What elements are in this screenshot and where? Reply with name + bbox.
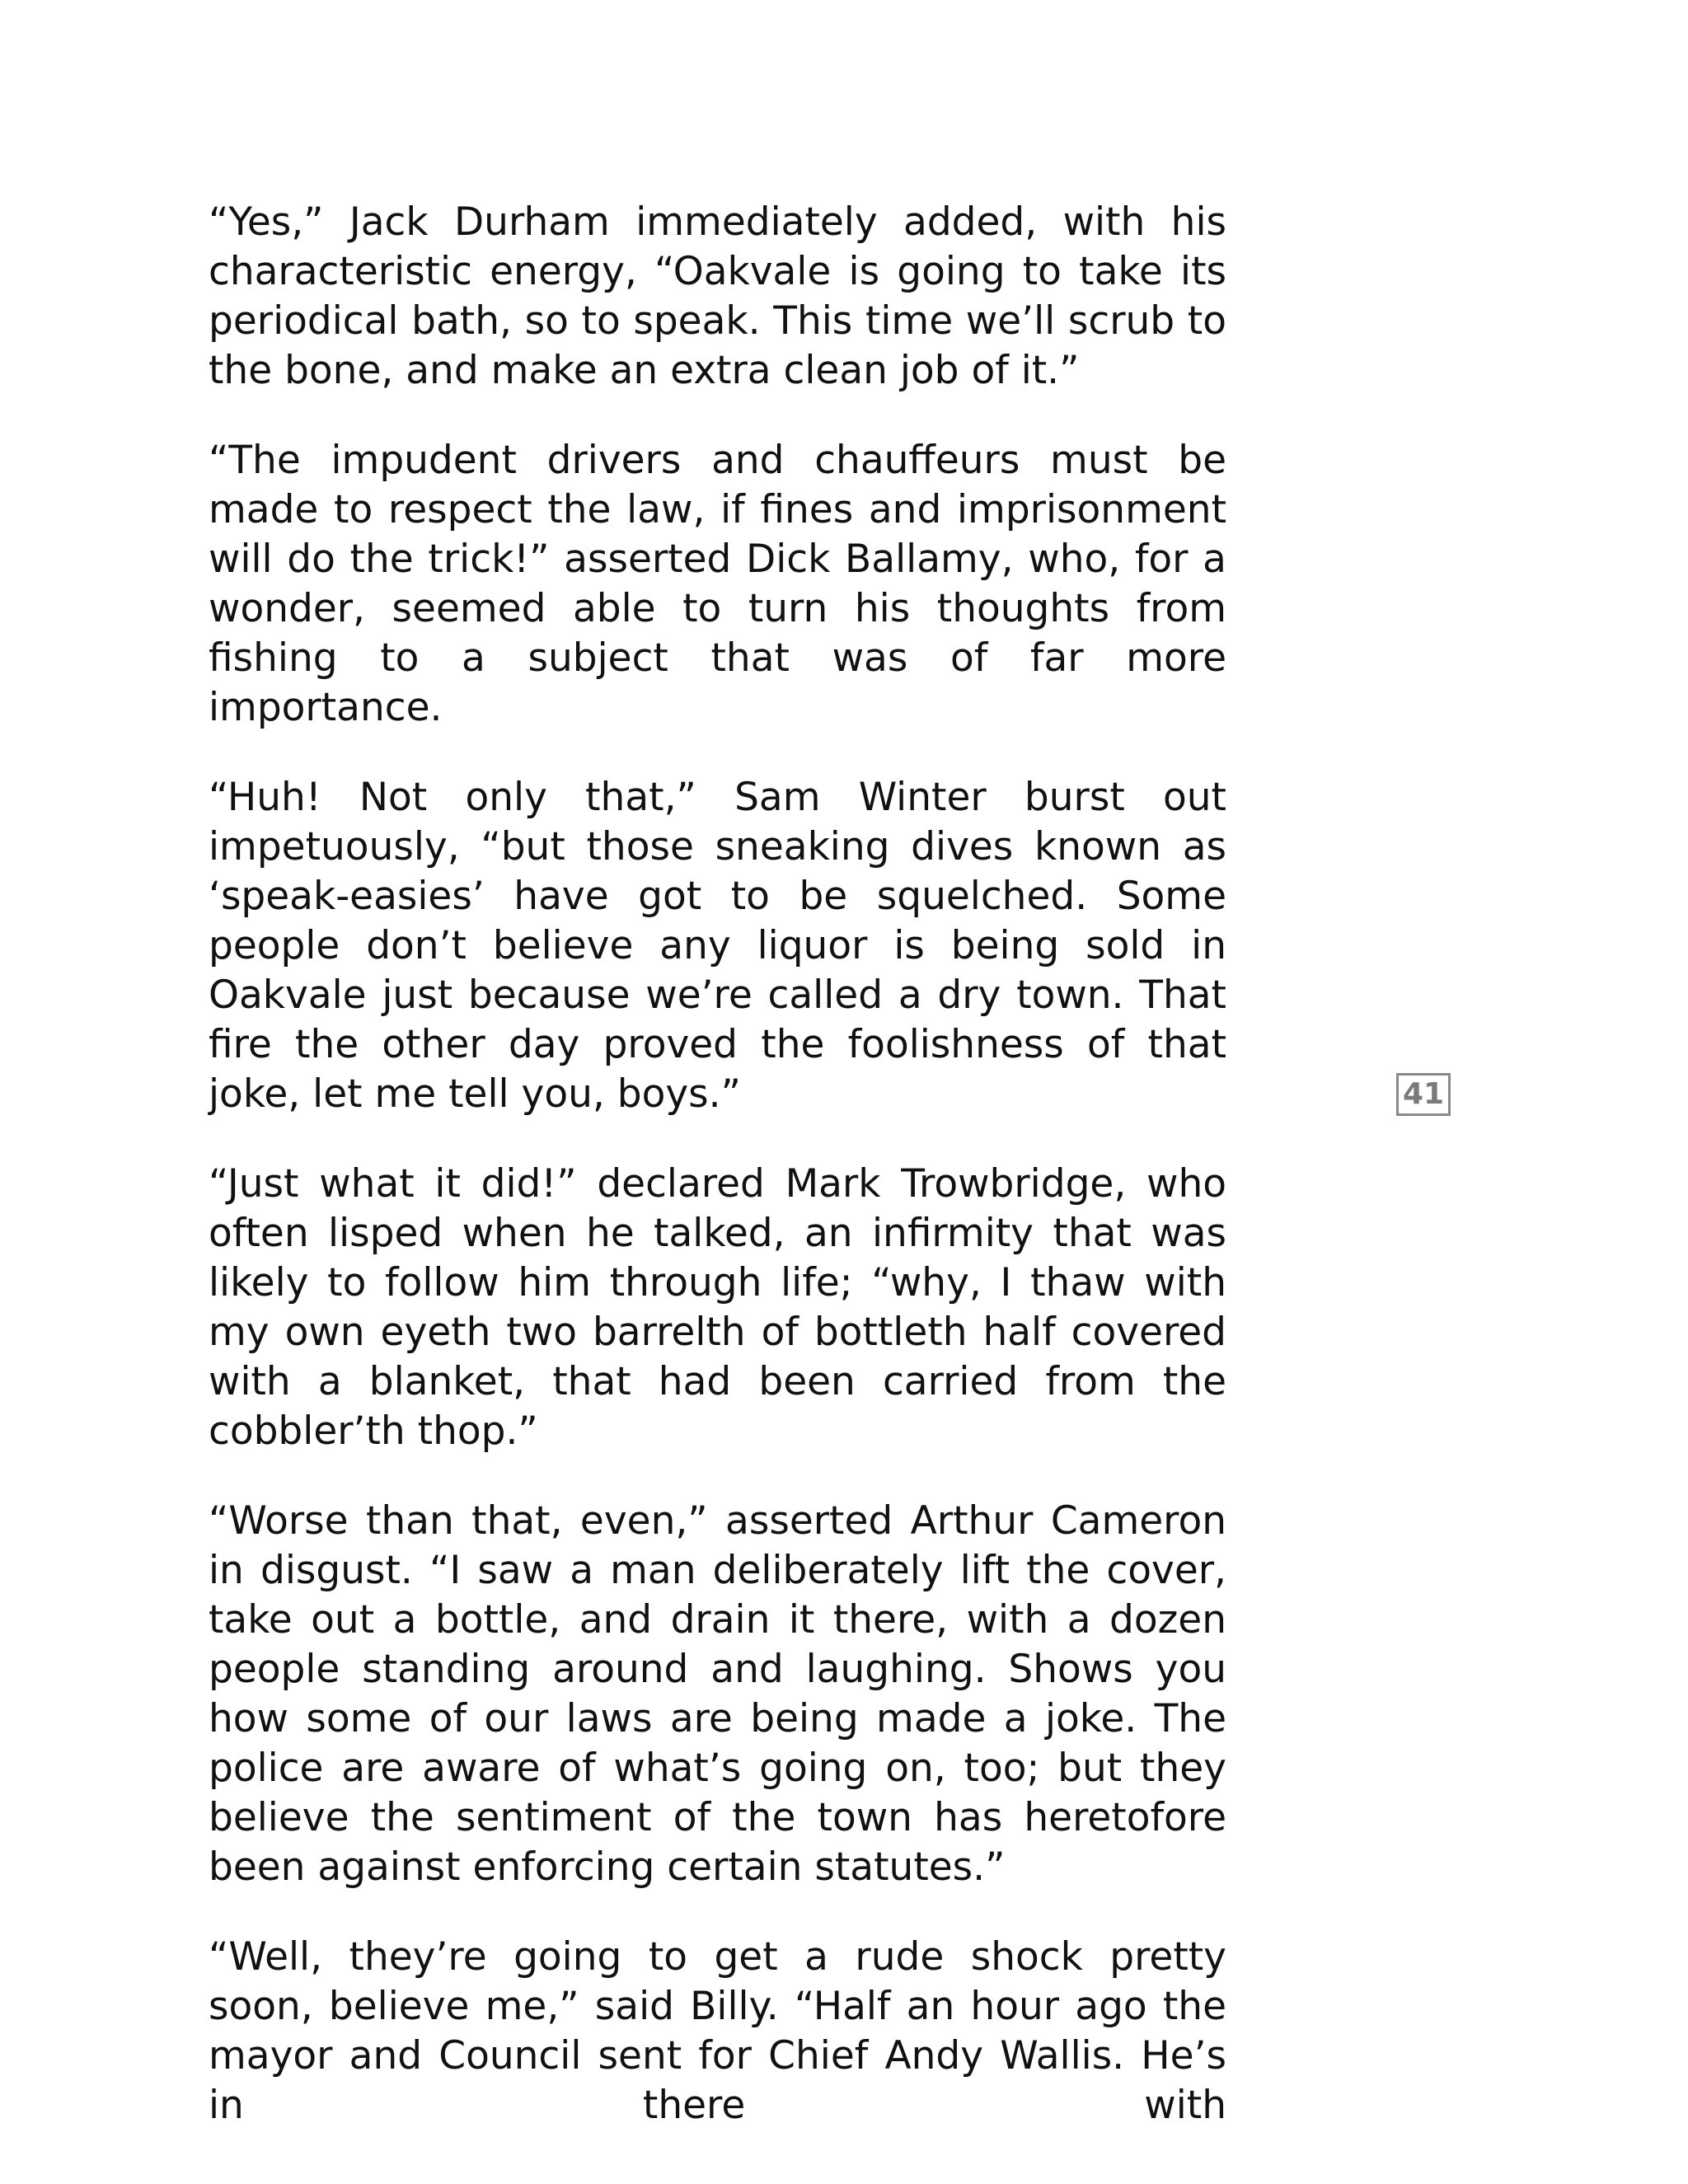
paragraph: “Just what it did!” declared Mark Trowbridge, who often lisped when he talked, an infirmity that was likely to follow him through life; “why, I thaw with my own eyeth two barrelth of bottleth half covered with a blanket, that had been carried from the cobbler’th thop.” xyxy=(209,1161,1226,1454)
paragraph: “Well, they’re going to get a rude shock pretty soon, believe me,” said Billy. “Half an hour ago the mayor and Council sent for Chief Andy Wallis. He’s in there with xyxy=(209,1934,1226,2128)
paragraph: “Yes,” Jack Durham immediately added, with his characteristic energy, “Oakvale is going to take its periodical bath, so to speak. This time we’ll scrub to the bone, and make an extra clean job of it.” xyxy=(209,199,1226,393)
page-number: 41 xyxy=(1396,1073,1451,1116)
paragraph: “Huh! Not only that,” Sam Winter burst out impetuously, “but those sneaking dives known as ‘speak-easies’ have got to be squelched. Some people don’t believe any liquor is being sold in Oakvale just because we’re called a dry town. That fire the other day proved the foolishness of that joke, let me tell you, boys.” xyxy=(209,775,1226,1117)
paragraph: “Worse than that, even,” asserted Arthur Cameron in disgust. “I saw a man deliberately lift the cover, take out a bottle, and drain it there, with a dozen people standing around and laughing. Shows you how some of our laws are being made a joke. The police are aware of what’s going on, too; but they believe the sentiment of the town has heretofore been against enforcing certain statutes.” xyxy=(209,1498,1226,1890)
paragraph: “The impudent drivers and chauffeurs must be made to respect the law, if fines and imprisonment will do the trick!” asserted Dick Ballamy, who, for a wonder, seemed able to turn his thoughts from fishing to a subject that was of far more importance. xyxy=(209,438,1226,730)
body-text xyxy=(209,198,1226,2130)
